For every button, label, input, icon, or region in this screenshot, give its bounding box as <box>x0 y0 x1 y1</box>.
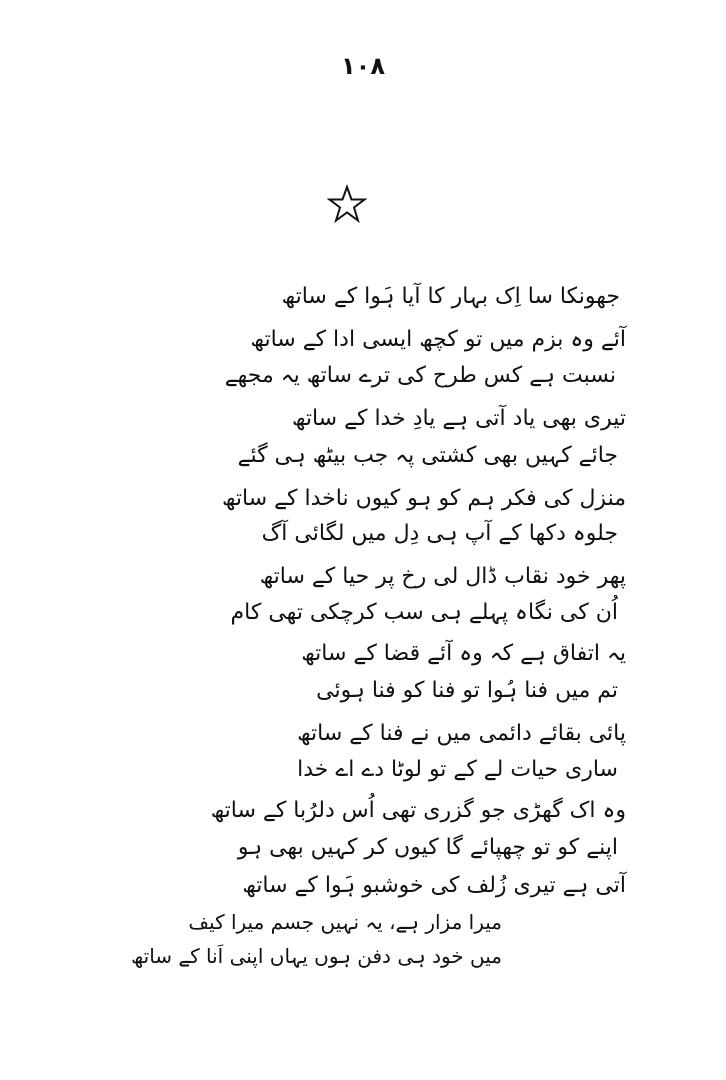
poem-line: میں خود ہی دفن ہوں یہاں اپنی اَنا کے ساتھ <box>130 944 502 968</box>
poem-line: آتی ہے تیری زُلف کی خوشبو ہَوا کے ساتھ <box>242 873 626 898</box>
poem-line: تیری بھی یاد آتی ہے یادِ خدا کے ساتھ <box>291 406 626 431</box>
poem-line: وہ اک گھڑی جو گزری تھی اُس دلرُبا کے ساتھ <box>210 798 626 823</box>
poem-line: جلوہ دکھا کے آپ ہی دِل میں لگائی آگ <box>261 521 618 546</box>
poem-line: آئے وہ بزم میں تو کچھ ایسی ادا کے ساتھ <box>250 327 626 352</box>
poem-line: جائے کہیں بھی کشتی پہ جب بیٹھ ہی گئے <box>237 443 618 468</box>
poem-line: میرا مزار ہے، یہ نہیں جسم میرا کیف <box>188 910 502 934</box>
poem-line: پھر خود نقاب ڈال لی رخ پر حیا کے ساتھ <box>259 564 626 589</box>
poem-line: اپنے کو تو چھپائے گا کیوں کر کہیں بھی ہو <box>237 835 618 860</box>
page-number: ١٠٨ <box>341 52 385 80</box>
poem-line: جھونکا سا اِک بہار کا آیا ہَوا کے ساتھ <box>281 284 620 309</box>
poem-line: نسبت ہے کس طرح کی ترے ساتھ یہ مجھے <box>224 363 616 388</box>
poem-line: اُن کی نگاہ پہلے ہی سب کرچکی تھی کام <box>230 600 618 625</box>
poem-line: پائی بقائے دائمی میں نے فنا کے ساتھ <box>297 721 626 746</box>
poem-line: یہ اتفاق ہے کہ وہ آئے قضا کے ساتھ <box>301 641 626 666</box>
poem-line: منزل کی فکر ہم کو ہو کیوں ناخدا کے ساتھ <box>222 486 626 511</box>
star-outline-icon <box>327 184 367 224</box>
poem-line: تم میں فنا ہُوا تو فنا کو فنا ہوئی <box>316 678 618 703</box>
poem-line: ساری حیات لے کے تو لوٹا دے اے خدا <box>297 757 618 782</box>
